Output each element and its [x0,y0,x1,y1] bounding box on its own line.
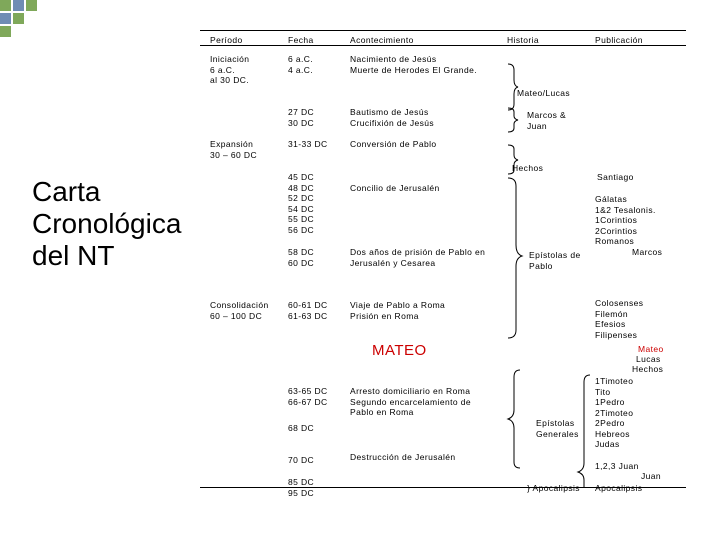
event-cell: Nacimiento de Jesús Muerte de Herodes El Grande. [350,54,477,75]
header-publicacion: Publicación [595,35,643,45]
historia-mateo-lucas: Mateo/Lucas [517,88,571,98]
pub-pablo-cartas-1: Gálatas 1&2 Tesalonis. 1Corintios 2Corintios Romanos [595,194,656,246]
event-cell: Viaje de Pablo a Roma Prisión en Roma [350,300,446,321]
date-cell: 27 DC 30 DC [288,107,315,128]
pub-juan: Juan [641,471,662,481]
event-cell: Bautismo de Jesús Crucifixión de Jesús [350,107,435,128]
brace-marcos-juan [508,108,518,132]
brace-hechos [508,145,518,174]
brace-juan [578,375,590,488]
title-line: del NT [32,240,115,271]
period-consolidacion: Consolidación 60 – 100 DC [210,300,269,321]
pub-apocalipsis: Apocalipsis [595,483,643,493]
header-periodo: Período [210,35,243,45]
header-acontecimiento: Acontecimiento [350,35,414,45]
event-cell: Concilio de Jerusalén [350,183,440,193]
pub-generales: 1Timoteo Tito 1Pedro 2Timoteo 2Pedro Hebreos Judas [595,376,634,449]
header-fecha: Fecha [288,35,314,45]
period-expansion: Expansión 30 – 60 DC [210,139,257,160]
period-iniciacion: Iniciación 6 a.C. al 30 DC. [210,54,250,85]
brace-mateo-lucas [508,64,518,110]
historia-epistolas-pablo: Epístolas de Pablo [529,250,581,271]
mateo-highlight: MATEO [372,342,427,359]
historia-hechos: Hechos [512,163,544,173]
date-cell: 63-65 DC 66-67 DC [288,386,328,407]
date-cell: 58 DC 60 DC [288,247,315,268]
date-cell: 45 DC 48 DC 52 DC 54 DC 55 DC 56 DC [288,172,315,235]
event-cell: Dos años de prisión de Pablo en Jerusalén y Cesarea [350,247,486,268]
historia-epistolas-generales: Epístolas Generales [536,418,579,439]
historia-apocalipsis: } Apocalipsis [527,483,580,493]
pub-hechos: Hechos [632,364,664,374]
brace-epistolas-pablo [508,178,522,338]
pub-lucas: Lucas [636,354,661,364]
event-cell: Conversión de Pablo [350,139,437,149]
brace-epistolas-generales [508,370,520,468]
historia-marcos-juan: Marcos & Juan [527,110,567,131]
date-cell: 85 DC 95 DC [288,477,315,498]
date-cell: 31-33 DC [288,139,328,149]
pub-mateo: Mateo [638,344,664,354]
event-cell: Destrucción de Jerusalén [350,452,456,462]
header-historia: Historia [507,35,540,45]
title-line: Carta [32,176,101,207]
event-cell: Arresto domiciliario en Roma Segundo encarcelamiento de Pablo en Roma [350,386,471,417]
date-cell: 70 DC [288,455,315,465]
title-line: Cronológica [32,208,182,239]
date-cell: 6 a.C. 4 a.C. [288,54,314,75]
date-cell: 60-61 DC 61-63 DC [288,300,328,321]
pub-pablo-cartas-2: Colosenses Filemón Efesios Filipenses [595,298,644,340]
pub-juan-cartas: 1,2,3 Juan [595,461,639,471]
date-cell: 68 DC [288,423,315,433]
pub-santiago: Santiago [597,172,634,182]
pub-marcos: Marcos [632,247,663,257]
